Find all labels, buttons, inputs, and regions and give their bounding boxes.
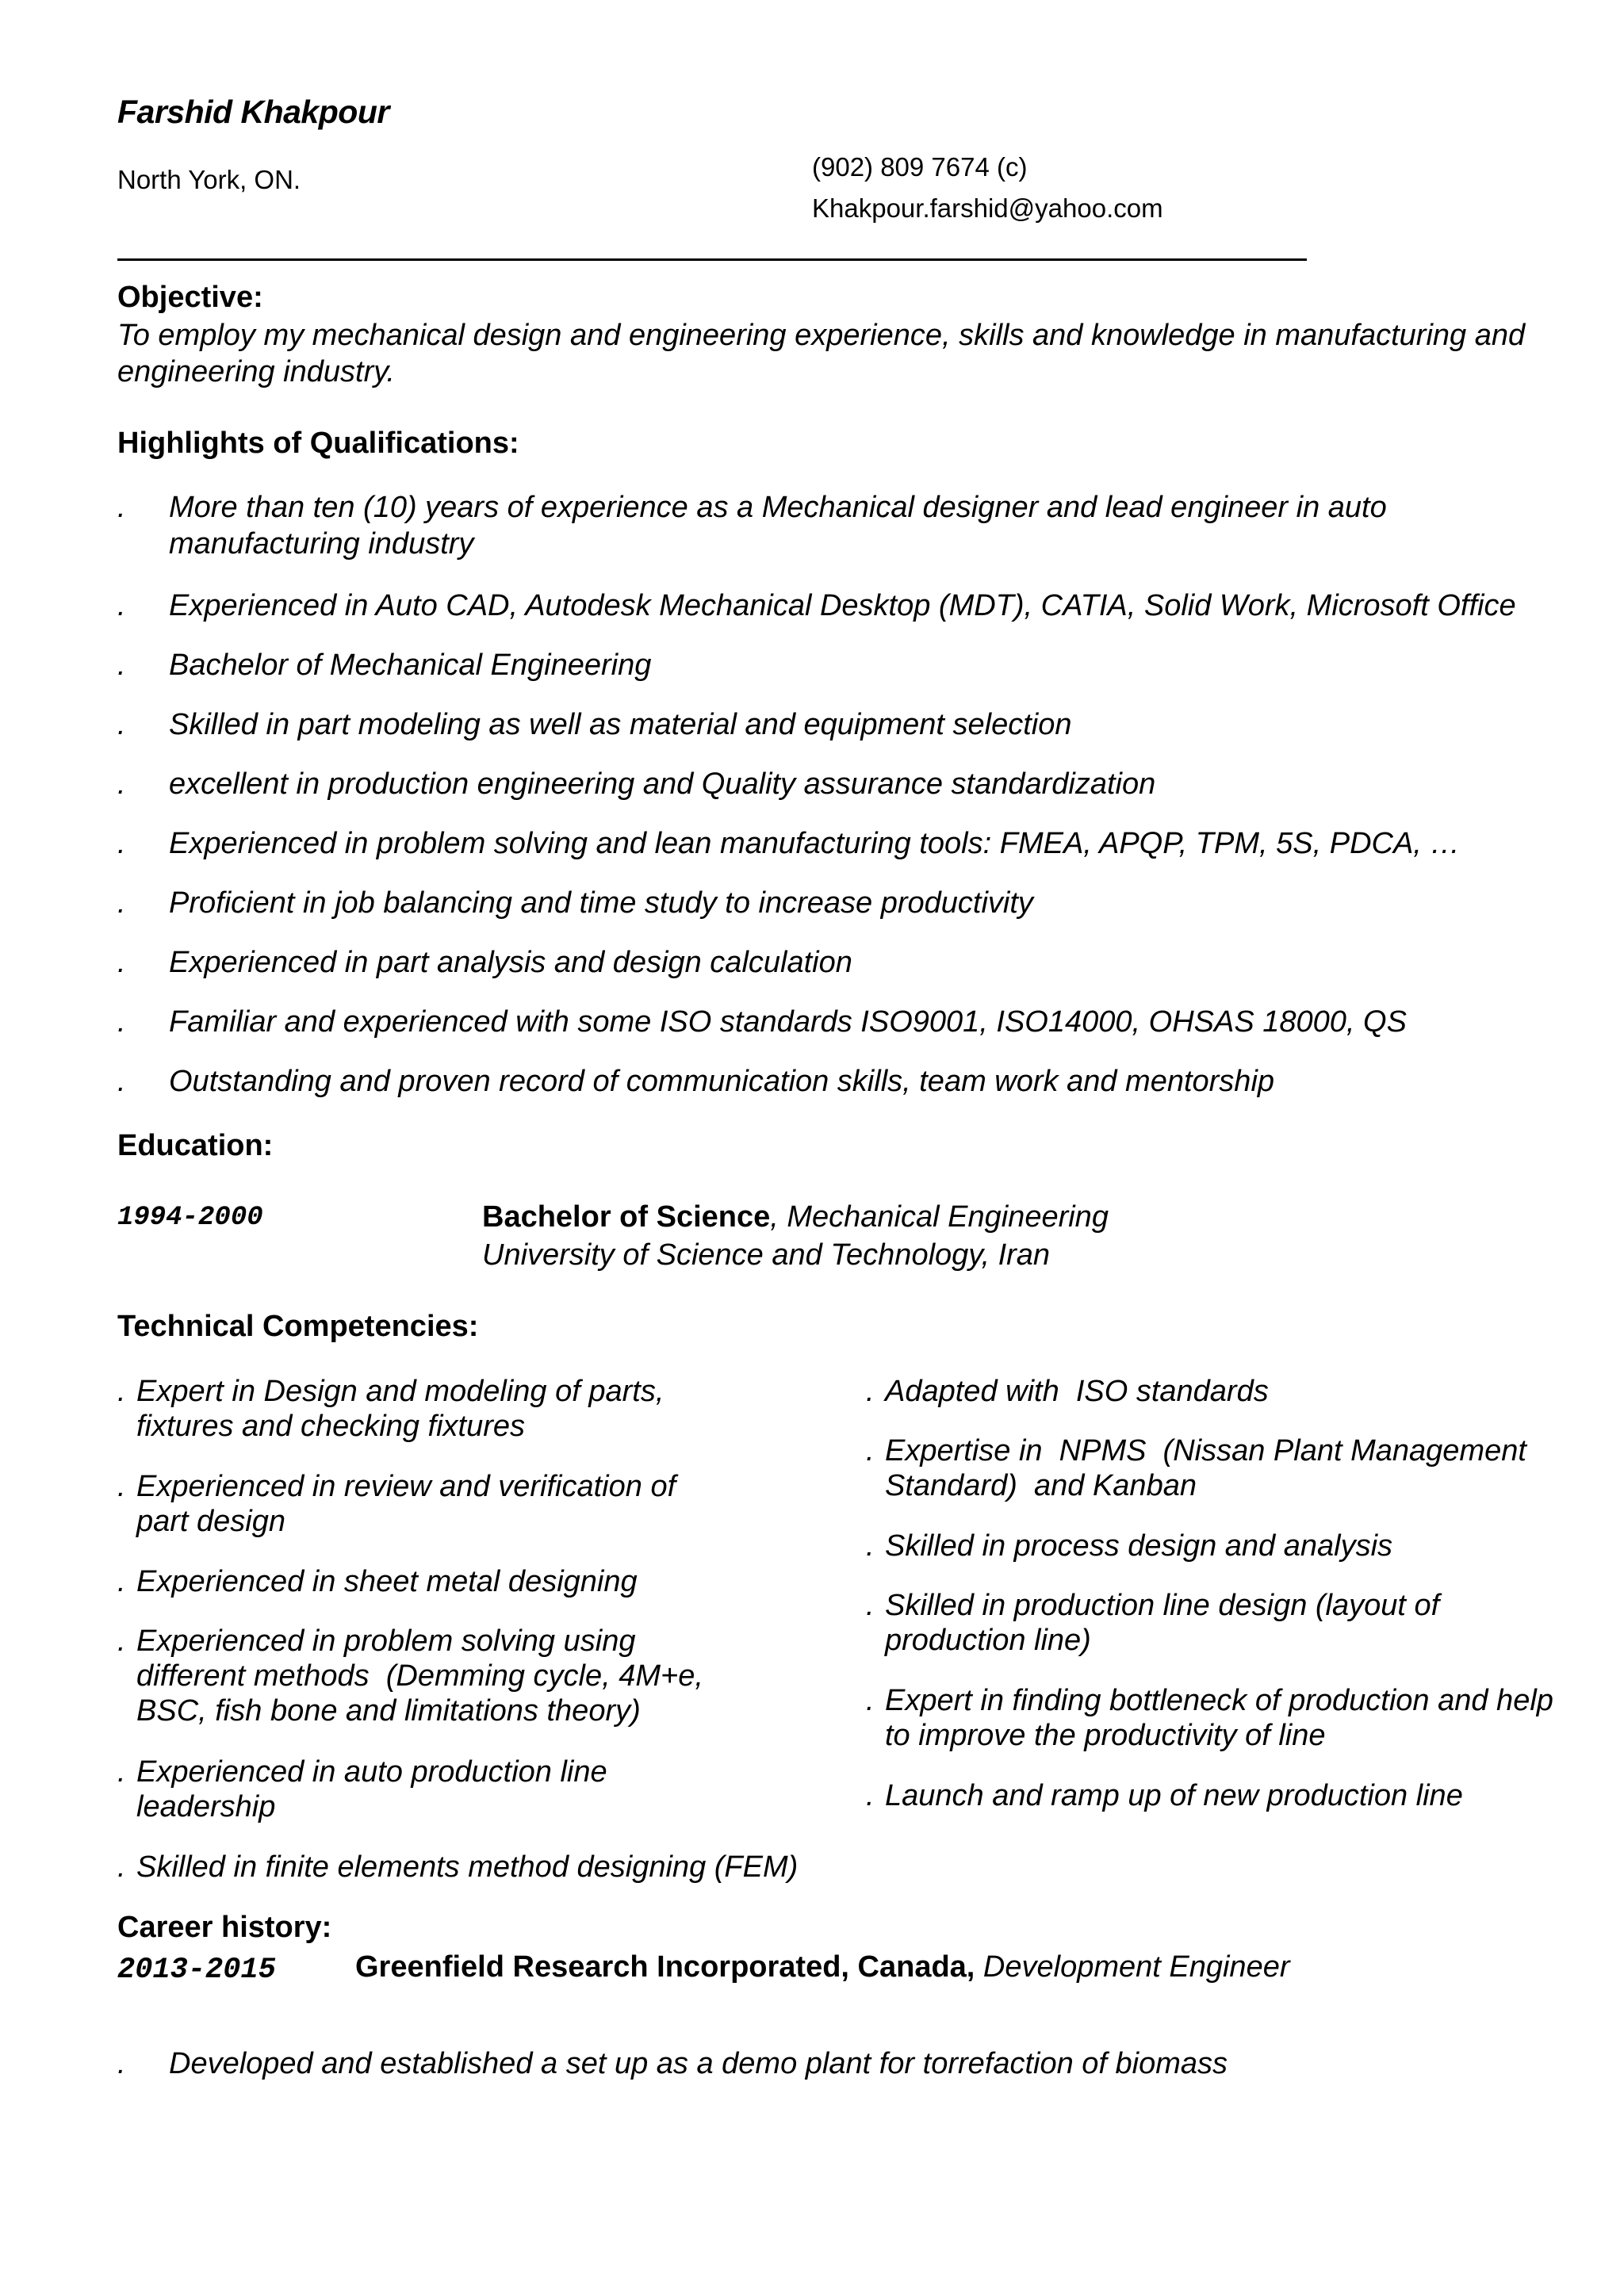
objective-heading: Objective: <box>117 281 263 314</box>
bullet-dot: . <box>117 1005 126 1039</box>
career-text: Developed and established a set up as a demo plant for torrefaction of biomass <box>169 2047 1228 2080</box>
highlight-text: Skilled in part modeling as well as material and equipment selection <box>169 708 1072 741</box>
tech-text: production line) <box>885 1624 1091 1657</box>
bullet-dot: . <box>117 827 126 860</box>
education-school: University of Science and Technology, Iran <box>482 1238 1051 1272</box>
tech-text: Skilled in finite elements method designing (FEM) <box>136 1850 799 1884</box>
bullet-dot: . <box>117 589 126 622</box>
highlight-text: Bachelor of Mechanical Engineering <box>169 649 652 682</box>
bullet-dot: . <box>117 2047 126 2080</box>
technical-heading: Technical Competencies: <box>117 1310 479 1343</box>
highlight-text: Proficient in job balancing and time study to increase productivity <box>169 886 1033 920</box>
highlights-heading: Highlights of Qualifications: <box>117 427 519 460</box>
bullet-dot: . <box>866 1779 875 1812</box>
tech-text: part design <box>136 1505 286 1538</box>
bullet-dot: . <box>117 1565 126 1598</box>
bullet-dot: . <box>117 1065 126 1098</box>
tech-text: fixtures and checking fixtures <box>136 1410 526 1443</box>
bullet-dot: . <box>117 1470 126 1503</box>
bullet-dot: . <box>117 649 126 682</box>
tech-text: Skilled in production line design (layout of <box>885 1589 1440 1622</box>
tech-text: Experienced in problem solving using <box>136 1624 636 1658</box>
bullet-dot: . <box>866 1375 875 1408</box>
education-field: , Mechanical Engineering <box>770 1200 1109 1234</box>
bullet-dot: . <box>866 1684 875 1717</box>
highlight-text: manufacturing industry <box>169 527 474 561</box>
tech-text: to improve the productivity of line <box>885 1719 1326 1752</box>
career-position-line <box>355 1950 1290 1984</box>
bullet-dot: . <box>117 1375 126 1408</box>
highlight-text: Outstanding and proven record of communication skills, team work and mentorship <box>169 1065 1275 1098</box>
tech-text: Launch and ramp up of new production line <box>885 1779 1463 1812</box>
tech-text: Experienced in auto production line <box>136 1755 607 1789</box>
tech-text: Skilled in process design and analysis <box>885 1529 1393 1563</box>
career-heading: Career history: <box>117 1911 332 1944</box>
highlight-text: Experienced in part analysis and design calculation <box>169 946 852 979</box>
bullet-dot: . <box>117 767 126 801</box>
highlight-text: Experienced in Auto CAD, Autodesk Mechanical Desktop (MDT), CATIA, Solid Work, Microsoft Office <box>169 589 1516 622</box>
career-company: Greenfield Research Incorporated, Canada, <box>355 1950 975 1984</box>
tech-text: BSC, fish bone and limitations theory) <box>136 1694 641 1728</box>
highlight-text: Familiar and experienced with some ISO standards ISO9001, ISO14000, OHSAS 18000, QS <box>169 1005 1407 1039</box>
career-role: Development Engineer <box>975 1950 1290 1984</box>
tech-text: Expert in Design and modeling of parts, <box>136 1375 665 1408</box>
education-degree: Bachelor of Science <box>482 1200 771 1234</box>
highlight-text: More than ten (10) years of experience as a Mechanical designer and lead engineer in auto <box>169 491 1387 524</box>
email: Khakpour.farshid@yahoo.com <box>812 193 1163 223</box>
objective-text: To employ my mechanical design and engineering experience, skills and knowledge in manufacturing and engineering industry. <box>117 319 1526 388</box>
tech-text: leadership <box>136 1790 276 1823</box>
education-degree-line <box>482 1200 1109 1234</box>
highlight-text: excellent in production engineering and Quality assurance standardization <box>169 767 1156 801</box>
location: North York, ON. <box>117 165 301 194</box>
bullet-dot: . <box>117 708 126 741</box>
tech-text: Experienced in sheet metal designing <box>136 1565 638 1598</box>
highlight-text: Experienced in problem solving and lean manufacturing tools: FMEA, APQP, TPM, 5S, PDCA, … <box>169 827 1461 860</box>
education-years: 1994-2000 <box>117 1203 263 1233</box>
bullet-dot: . <box>117 1850 126 1884</box>
bullet-dot: . <box>117 491 126 524</box>
candidate-name: Farshid Khakpour <box>117 94 389 130</box>
tech-text: Expert in finding bottleneck of production and help <box>885 1684 1553 1717</box>
bullet-dot: . <box>866 1434 875 1468</box>
bullet-dot: . <box>117 886 126 920</box>
tech-text: Expertise in NPMS (Nissan Plant Management <box>885 1434 1526 1468</box>
bullet-dot: . <box>866 1589 875 1622</box>
tech-text: different methods (Demming cycle, 4M+e, <box>136 1659 703 1693</box>
bullet-dot: . <box>117 1624 126 1658</box>
phone: (902) 809 7674 (c) <box>812 152 1028 182</box>
bullet-dot: . <box>117 946 126 979</box>
tech-text: Adapted with ISO standards <box>885 1375 1269 1408</box>
bullet-dot: . <box>117 1755 126 1789</box>
tech-text: Experienced in review and verification of <box>136 1470 676 1503</box>
tech-text: Standard) and Kanban <box>885 1469 1197 1502</box>
header-divider <box>117 258 1307 261</box>
bullet-dot: . <box>866 1529 875 1563</box>
career-years: 2013-2015 <box>117 1954 276 1987</box>
education-heading: Education: <box>117 1129 274 1162</box>
